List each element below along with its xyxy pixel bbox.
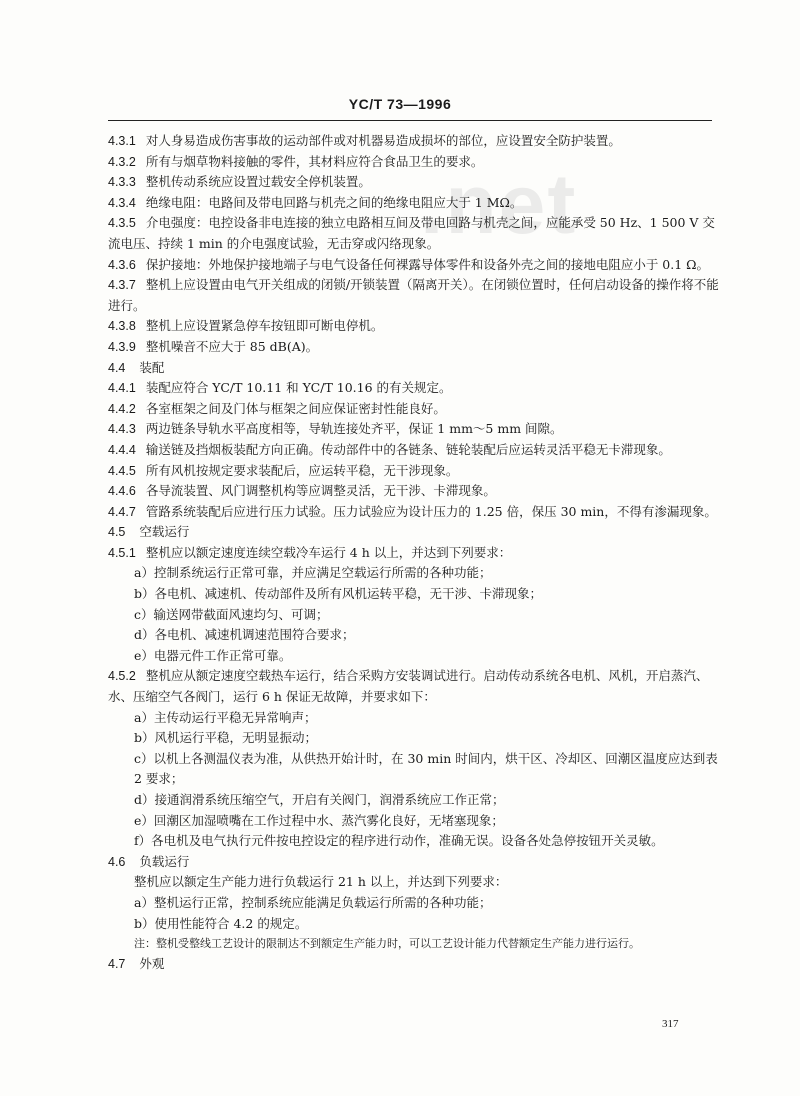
clause-text: a）整机运行正常，控制系统应能满足负载运行所需的各种功能； [134,894,492,910]
clause-item [108,316,720,337]
list-item [108,708,720,729]
clause-text: 输送链及挡烟板装配方向正确。传动部件中的各链条、链轮装配后应运转灵活平稳无卡滞现象。 [145,441,671,457]
clause-item [108,502,720,523]
header-rule [108,120,712,121]
clause-text: 整机传动系统应设置过载安全停机装置。 [145,174,371,190]
clause-text: e）电器元件工作正常可靠。 [134,647,292,663]
section-heading [108,954,720,975]
clause-text: 空载运行 [139,524,190,540]
clause-text: 装配 [139,359,165,375]
clause-text: 装配应符合 YC/T 10.11 和 YC/T 10.16 的有关规定。 [145,380,452,396]
list-item [108,893,720,914]
clause-text: 整机应以额定速度连续空载冷车运行 4 h 以上，并达到下列要求： [145,544,512,560]
clause-number: 4.4.3 [108,422,136,437]
clause-text: 外观 [139,956,165,972]
clause-number: 4.4 [108,360,126,375]
clause-number: 4.6 [108,854,126,869]
clause-item [108,172,720,193]
clause-text: 负载运行 [139,853,190,869]
clause-text: 绝缘电阻：电路间及带电回路与机壳之间的绝缘电阻应大于 1 MΩ。 [145,194,523,210]
clause-number: 4.3.8 [108,319,136,334]
clause-number: 4.3.7 [108,278,136,293]
clause-number: 4.3.3 [108,175,136,190]
clause-text: 管路系统装配后应进行压力试验。压力试验应为设计压力的 1.25 倍，保压 30 min，不得有渗漏现象。 [145,503,717,519]
clause-item [108,419,720,440]
clause-number: 4.4.4 [108,442,136,457]
note-text [108,934,720,954]
clause-text: b）使用性能符合 4.2 的规定。 [134,915,308,931]
clause-text: 各导流装置、风门调整机构等应调整灵活，无干涉、卡滞现象。 [145,483,496,499]
clause-number: 4.5.1 [108,545,136,560]
clause-text: 整机应以额定生产能力进行负载运行 21 h 以上，并达到下列要求： [134,874,508,890]
list-item [108,790,720,811]
clause-text: 保护接地：外地保护接地端子与电气设备任何裸露导体零件和设备外壳之间的接地电阻应小于 0.1 Ω。 [145,256,710,272]
clause-text: 整机噪音不应大于 85 dB(A)。 [145,338,319,354]
clause-text: 各室框架之间及门体与框架之间应保证密封性能良好。 [145,400,446,416]
clause-item [108,255,720,276]
clause-item [108,213,720,254]
clause-number: 4.4.1 [108,381,136,396]
page-number: 317 [662,1018,679,1030]
clause-text: a）主传动运行平稳无异常响声； [134,709,317,725]
clause-number: 4.3.4 [108,195,136,210]
clause-number: 4.3.1 [108,134,136,148]
clause-item [108,193,720,214]
clause-number: 4.5 [108,525,126,540]
clause-item [108,337,720,358]
clause-text: d）各电机、减速机调速范围符合要求； [134,627,355,643]
clause-item [108,481,720,502]
clause-item [108,440,720,461]
list-item [108,605,720,626]
clause-text: 所有风机按规定要求装配后，应运转平稳，无干涉现象。 [145,462,459,478]
clause-text: 整机上应设置紧急停车按钮即可断电停机。 [145,318,384,334]
clause-item [108,666,720,707]
list-item [108,872,720,893]
clause-text: d）接通润滑系统压缩空气，开启有关阀门，润滑系统应工作正常； [134,792,505,807]
list-item [108,728,720,749]
clause-text: 整机上应设置由电气开关组成的闭锁/开锁装置（隔离开关）。在闭锁位置时，任何启动设备的操作将不能进行。 [108,277,719,313]
list-item [108,625,720,646]
clause-number: 4.4.2 [108,401,136,416]
clause-item [108,131,720,152]
clause-text: f）各电机及电气执行元件按电控设定的程序进行动作，准确无误。设备各处急停按钮开关灵敏。 [134,833,664,849]
clause-text: 介电强度：电控设备非电连接的独立电路相互间及带电回路与机壳之间，应能承受 50 Hz、1 500 V 交流电压、持续 1 min 的介电强度试验，无击穿或闪络现象。 [108,215,715,251]
watermark: .net [420,157,578,251]
clause-number: 4.5.2 [108,669,136,684]
clause-number: 4.4.7 [108,504,136,519]
clause-number: 4.4.6 [108,484,136,499]
clause-text: 注：整机受整线工艺设计的限制达不到额定生产能力时，可以工艺设计能力代替额定生产能力进行运行。 [134,937,640,951]
list-item [108,831,720,852]
clause-number: 4.4.5 [108,463,136,478]
clause-text: 两边链条导轨水平高度相等，导轨连接处齐平，保证 1 mm～5 mm 间隙。 [145,421,563,437]
clause-text: e）回潮区加湿喷嘴在工作过程中水、蒸汽雾化良好，无堵塞现象； [134,812,504,828]
clause-item [108,399,720,420]
section-heading [108,358,720,379]
clause-item [108,461,720,482]
clause-text: 所有与烟草物料接触的零件，其材料应符合食品卫生的要求。 [145,153,484,169]
clause-number: 4.3.9 [108,339,136,354]
section-heading [108,522,720,543]
list-item [108,646,720,667]
list-item [108,584,720,605]
clause-text: c）输送网带截面风速均匀、可调； [134,606,329,622]
clause-item [108,543,720,564]
clause-number: 4.3.2 [108,154,136,169]
document-body [108,131,720,975]
clause-number: 4.3.6 [108,257,136,272]
clause-number: 4.3.5 [108,216,136,231]
clause-text: 对人身易造成伤害事故的运动部件或对机器易造成损坏的部位，应设置安全防护装置。 [145,133,621,148]
list-item [108,563,720,584]
clause-item [108,275,720,316]
list-item [108,914,720,935]
clause-item [108,378,720,399]
list-item [108,749,720,790]
clause-text: b）风机运行平稳，无明显振动； [134,730,318,746]
list-item [108,811,720,832]
clause-text: 整机应从额定速度空载热车运行，结合采购方安装调试进行。启动传动系统各电机、风机，开启蒸汽、水、压缩空气各阀门，运行 6 h 保证无故障，并要求如下： [108,668,709,705]
clause-text: c）以机上各测温仪表为准，从供热开始计时，在 30 min 时间内，烘干区、冷却区、回潮区温度应达到表 2 要求； [134,750,718,787]
clause-text: b）各电机、减速机、传动部件及所有风机运转平稳，无干涉、卡滞现象； [134,586,543,602]
section-heading [108,852,720,873]
standard-code-header: YC/T 73—1996 [348,96,452,112]
clause-item [108,152,720,173]
clause-text: a）控制系统运行正常可靠，并应满足空载运行所需的各种功能； [134,565,492,581]
clause-number: 4.7 [108,957,126,972]
